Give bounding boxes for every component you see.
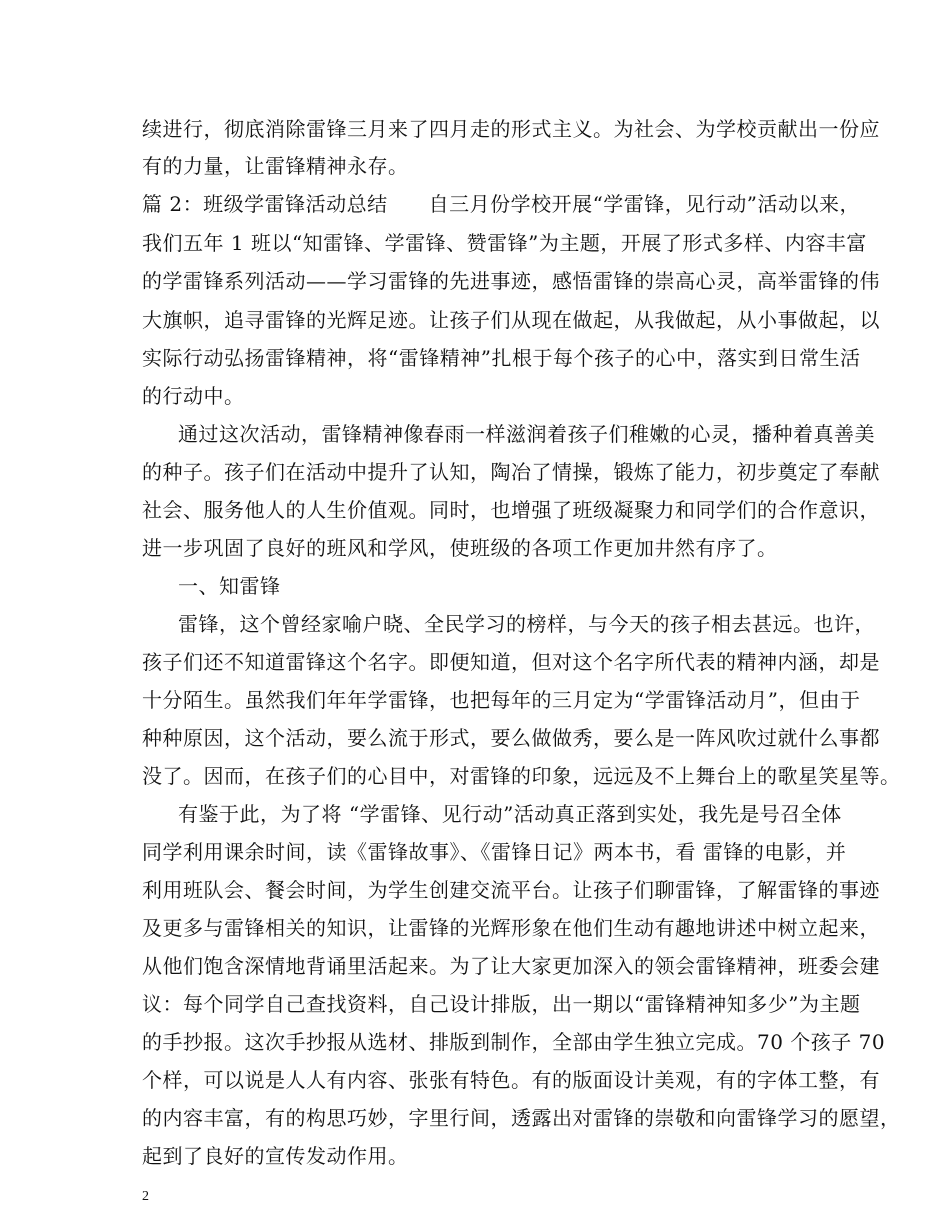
text-line: 续进行，彻底消除雷锋三月来了四月走的形式主义。为社会、为学校贡献出一份应 xyxy=(142,117,880,141)
text-line: 的种子。孩子们在活动中提升了认知，陶冶了情操，锻炼了能力，初步奠定了奉献 xyxy=(142,460,880,484)
text-line: 的内容丰富，有的构思巧妙，字里行间，透露出对雷锋的崇敬和向雷锋学习的愿望， xyxy=(142,1106,901,1130)
text-line: 大旗帜，追寻雷锋的光辉足迹。让孩子们从现在做起，从我做起，从小事做起，以 xyxy=(142,308,880,332)
page-number: 2 xyxy=(142,1189,149,1204)
text-line: 进一步巩固了良好的班风和学风，使班级的各项工作更加井然有序了。 xyxy=(142,536,778,560)
text-line: 有鉴于此，为了将 “学雷锋、见行动”活动真正落到实处，我先是号召全体 xyxy=(178,802,842,826)
text-line: 及更多与雷锋相关的知识，让雷锋的光辉形象在他们生动有趣地讲述中树立起来， xyxy=(142,916,880,940)
text-line: 十分陌生。虽然我们年年学雷锋，也把每年的三月定为“学雷锋活动月”，但由于 xyxy=(142,688,861,712)
text-line: 的行动中。 xyxy=(142,384,245,408)
text-line: 议：每个同学自己查找资料，自己设计排版，出一期以“雷锋精神知多少”为主题 xyxy=(142,992,861,1016)
text-line: 实际行动弘扬雷锋精神，将“雷锋精神”扎根于每个孩子的心中，落实到日常生活 xyxy=(142,346,861,370)
text-line: 种种原因，这个活动，要么流于形式，要么做做秀，要么是一阵风吹过就什么事都 xyxy=(142,726,880,750)
text-line: 我们五年 1 班以“知雷锋、学雷锋、赞雷锋”为主题，开展了形式多样、内容丰富 xyxy=(142,231,867,255)
text-line: 通过这次活动，雷锋精神像春雨一样滋润着孩子们稚嫩的心灵，播种着真善美 xyxy=(178,422,875,446)
text-line: 利用班队会、餐会时间，为学生创建交流平台。让孩子们聊雷锋，了解雷锋的事迹 xyxy=(142,878,880,902)
section-heading-line: 篇 2：班级学雷锋活动总结 自三月份学校开展“学雷锋，见行动”活动以来， xyxy=(142,192,861,216)
subheading: 一、知雷锋 xyxy=(178,574,281,598)
text-line: 有的力量，让雷锋精神永存。 xyxy=(142,154,409,178)
text-line: 没了。因而，在孩子们的心目中，对雷锋的印象，远远及不上舞台上的歌星笑星等。 xyxy=(142,764,901,788)
text-line: 孩子们还不知道雷锋这个名字。即便知道，但对这个名字所代表的精神内涵，却是 xyxy=(142,650,880,674)
text-line: 从他们饱含深情地背诵里活起来。为了让大家更加深入的领会雷锋精神，班委会建 xyxy=(142,954,880,978)
text-line: 社会、服务他人的人生价值观。同时，也增强了班级凝聚力和同学们的合作意识， xyxy=(142,498,880,522)
text-line: 的手抄报。这次手抄报从选材、排版到制作，全部由学生独立完成。70 个孩子 70 xyxy=(142,1030,886,1054)
text-line: 同学利用课余时间，读《雷锋故事》、《雷锋日记》两本书，看 雷锋的电影，并 xyxy=(142,840,847,864)
text-line: 个样，可以说是人人有内容、张张有特色。有的版面设计美观，有的字体工整，有 xyxy=(142,1068,880,1092)
text-line: 雷锋，这个曾经家喻户晓、全民学习的榜样，与今天的孩子相去甚远。也许， xyxy=(178,612,875,636)
text-line: 的学雷锋系列活动——学习雷锋的先进事迹，感悟雷锋的崇高心灵，高举雷锋的伟 xyxy=(142,269,880,293)
text-line: 起到了良好的宣传发动作用。 xyxy=(142,1144,409,1168)
